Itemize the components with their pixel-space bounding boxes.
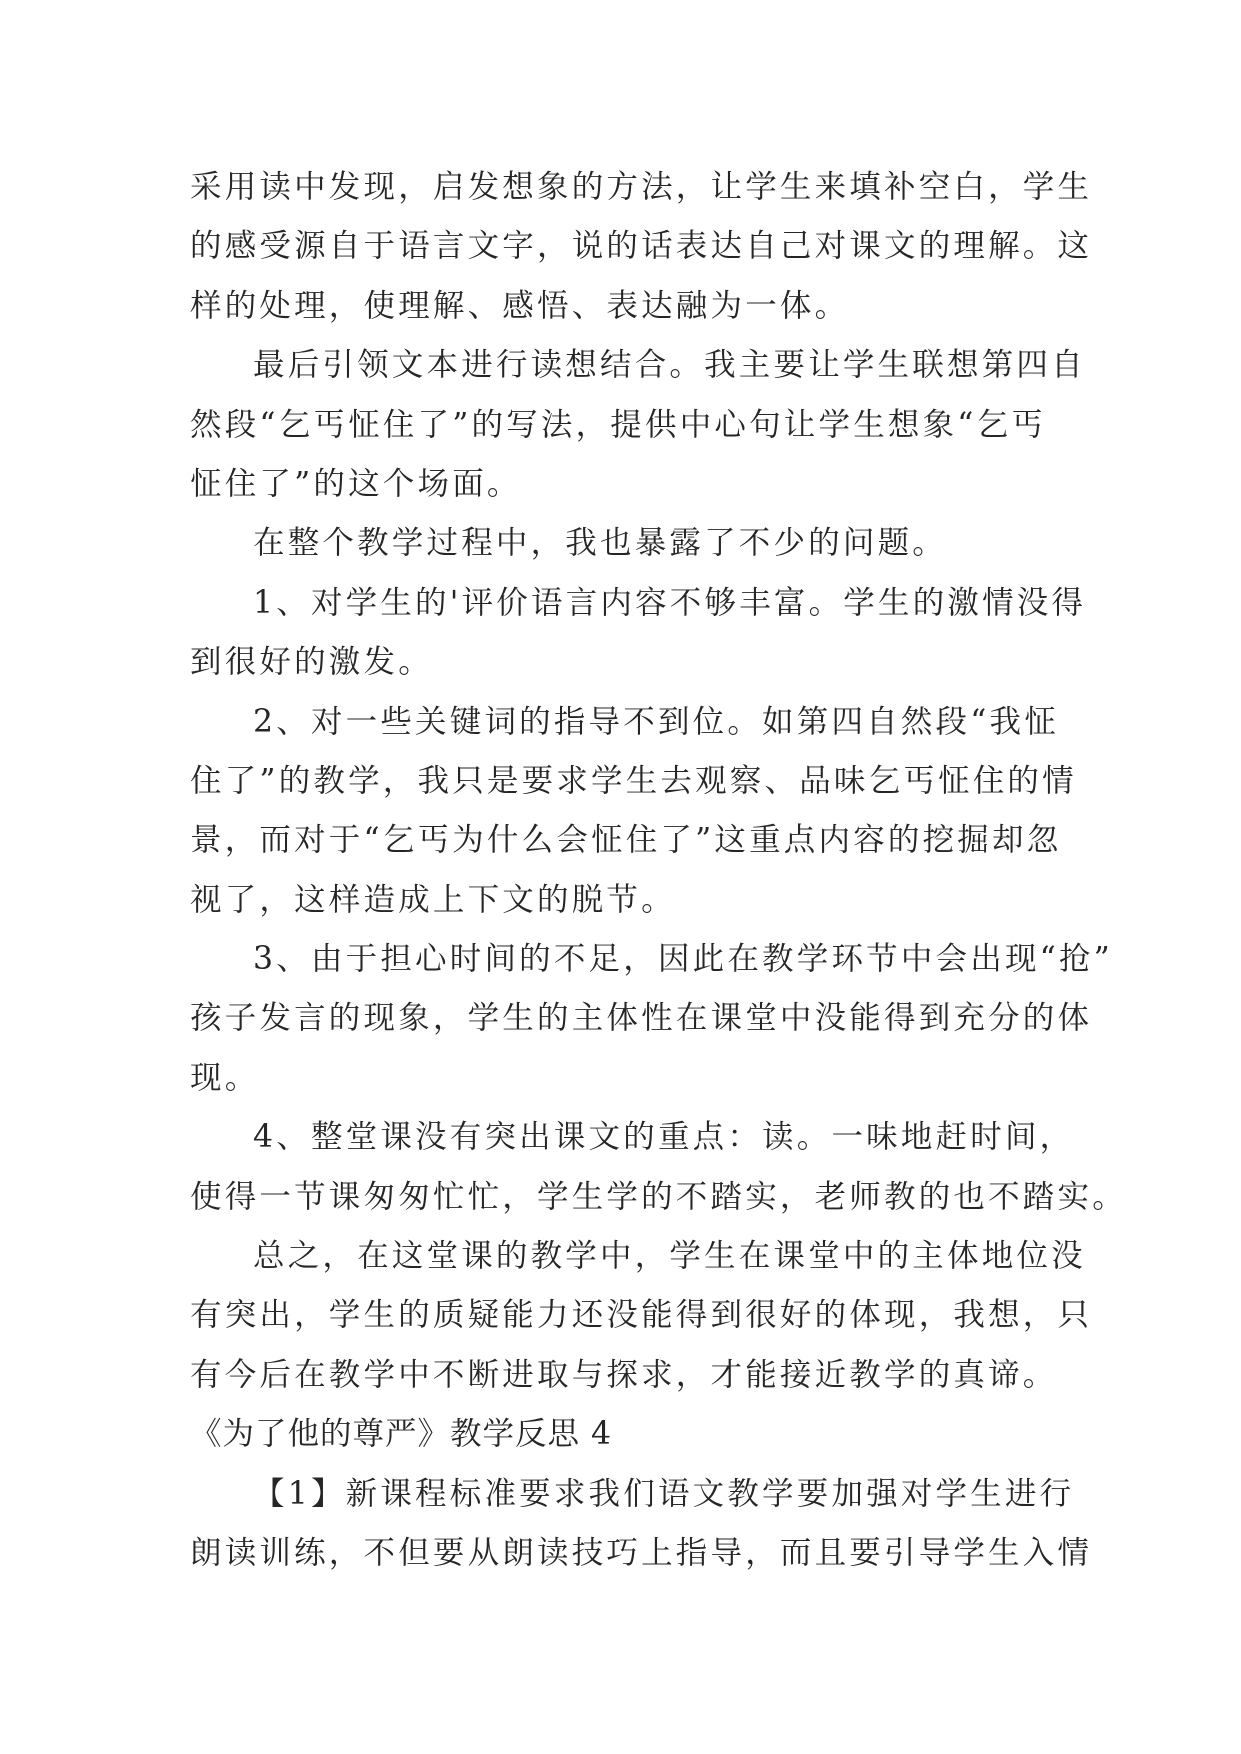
- list-item-1-line: 1、对学生的'评价语言内容不够丰富。学生的激情没得: [253, 584, 1087, 621]
- text-line: 到很好的激发。: [190, 644, 433, 681]
- text-line: 朗读训练，不但要从朗读技巧上指导，而且要引导学生入情: [190, 1534, 1093, 1571]
- paragraph-first-line: 最后引领文本进行读想结合。我主要让学生联想第四自: [253, 347, 1086, 384]
- list-item-4-line: 4、整堂课没有突出课文的重点：读。一味地赶时间，: [253, 1119, 1075, 1156]
- text-line: 有突出，学生的质疑能力还没能得到很好的体现，我想，只: [190, 1297, 1093, 1334]
- text-line: 有今后在教学中不断进取与探求，才能接近教学的真谛。: [190, 1356, 1058, 1393]
- text-line: 怔住了”的这个场面。: [190, 465, 522, 502]
- list-item-3-line: 3、由于担心时间的不足，因此在教学环节中会出现“抢”: [253, 941, 1113, 978]
- text-line: 的感受源自于语言文字，说的话表达自己对课文的理解。这: [190, 228, 1093, 265]
- text-line: 现。: [190, 1059, 260, 1096]
- text-line: 然段“乞丐怔住了”的写法，提供中心句让学生想象“乞丐: [190, 406, 1047, 443]
- text-line: 景，而对于“乞丐为什么会怔住了”这重点内容的挖掘却忽: [190, 822, 1062, 859]
- text-line: 住了”的教学，我只是要求学生去观察、品味乞丐怔住的情: [190, 762, 1077, 799]
- paragraph-first-line: 【1】新课程标准要求我们语文教学要加强对学生进行: [253, 1475, 1075, 1512]
- list-item-2-line: 2、对一些关键词的指导不到位。如第四自然段“我怔: [253, 703, 1059, 740]
- paragraph-first-line: 在整个教学过程中，我也暴露了不少的问题。: [253, 525, 948, 562]
- text-line: 孩子发言的现象，学生的主体性在课堂中没能得到充分的体: [190, 1000, 1093, 1037]
- text-line: 使得一节课匆匆忙忙，学生学的不踏实，老师教的也不踏实。: [190, 1178, 1127, 1215]
- text-line: 样的处理，使理解、感悟、表达融为一体。: [190, 287, 850, 324]
- section-heading: 《为了他的尊严》教学反思 4: [190, 1416, 613, 1453]
- text-line: 视了，这样造成上下文的脱节。: [190, 881, 676, 918]
- paragraph-first-line: 总之，在这堂课的教学中，学生在课堂中的主体地位没: [253, 1238, 1086, 1275]
- text-line: 采用读中发现，启发想象的方法，让学生来填补空白，学生: [190, 169, 1093, 205]
- document-body: [190, 158, 1127, 1583]
